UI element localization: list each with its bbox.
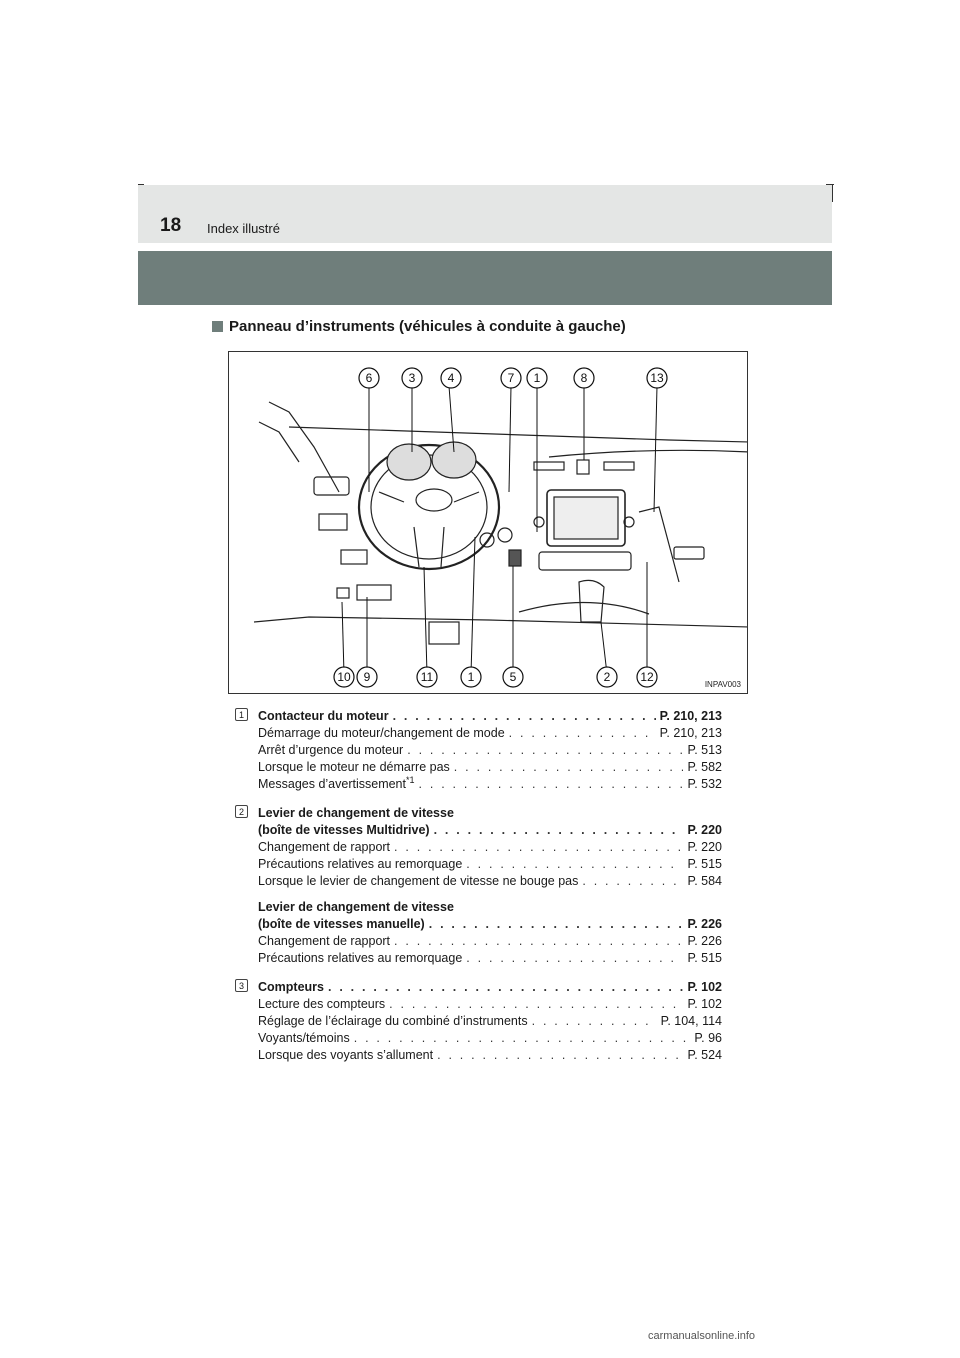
entry-item[interactable] (258, 996, 722, 1013)
leader-dots (394, 933, 683, 950)
item-label: Démarrage du moteur/changement de mode (258, 726, 505, 740)
entry-heading-line[interactable] (258, 822, 722, 839)
lower-switch (341, 550, 367, 564)
entry-heading-line1 (258, 899, 722, 916)
entry-heading: Levier de changement de vitesse (258, 900, 454, 914)
page-ref[interactable]: P. 584 (687, 874, 722, 888)
leader-dots (437, 1047, 683, 1064)
entry-heading: Levier de changement de vitesse (258, 806, 454, 820)
callout-top-6: 8 (580, 371, 588, 385)
entry-item[interactable] (258, 856, 722, 873)
leader-dots (407, 742, 683, 759)
left-knob (534, 517, 544, 527)
item-label: Précautions relatives au remorquage (258, 857, 463, 871)
entry-heading: (boîte de vitesses Multidrive) (258, 823, 430, 837)
page-ref[interactable]: P. 210, 213 (659, 726, 722, 740)
crop-mark (832, 184, 833, 202)
page-ref[interactable]: P. 515 (687, 857, 722, 871)
hood-release (337, 588, 349, 598)
dashboard-illustration (228, 351, 748, 694)
entry-heading: (boîte de vitesses manuelle) (258, 917, 425, 931)
a-pillar-line (269, 402, 339, 492)
entry-item[interactable] (258, 1047, 722, 1064)
entry-marker: 3 (235, 979, 248, 992)
callout-bottom-4: 1 (467, 670, 475, 684)
wheel-lower-spoke (414, 527, 444, 567)
callout-bottom-3: 11 (420, 670, 434, 684)
callout-top-7: 13 (650, 371, 664, 385)
right-trim (639, 507, 679, 582)
item-label: Lorsque des voyants s’allument (258, 1048, 434, 1062)
dashboard-drawing (229, 352, 748, 694)
page-ref[interactable]: P. 96 (694, 1031, 722, 1045)
leader-dots (454, 759, 684, 776)
index-entry (238, 979, 722, 1064)
entry-item[interactable] (258, 1013, 722, 1030)
entry-item[interactable] (258, 950, 722, 967)
callout-top-1: 6 (365, 371, 373, 385)
tachometer (387, 444, 431, 480)
footnote-marker: *1 (405, 774, 415, 785)
leader-dots (532, 1013, 657, 1030)
page-number: 18 (160, 215, 182, 236)
leader-dots (354, 1030, 691, 1047)
screen (554, 497, 618, 539)
callout-top-5: 1 (533, 371, 541, 385)
pedal-area (429, 622, 459, 644)
page-ref[interactable]: P. 513 (687, 743, 722, 757)
figure-code: INPAV003 (704, 680, 741, 689)
glovebox-handle (674, 547, 704, 559)
leader-dots (393, 708, 656, 725)
leader-dots (394, 839, 683, 856)
callout-top-2: 3 (408, 371, 416, 385)
left-switch-panel (319, 514, 347, 530)
item-label: Précautions relatives au remorquage (258, 951, 463, 965)
page-ref[interactable]: P. 226 (687, 934, 722, 948)
entry-heading: Compteurs (258, 980, 324, 994)
item-label: Voyants/témoins (258, 1031, 350, 1045)
page-ref[interactable]: P. 104, 114 (660, 1014, 722, 1028)
leader-dots (509, 725, 656, 742)
start-button (509, 550, 521, 566)
page-ref[interactable]: P. 102 (687, 980, 722, 994)
a-pillar-inner (259, 422, 299, 462)
section-heading-text: Panneau d’instruments (véhicules à conduite à gauche) (229, 318, 626, 335)
item-label: Changement de rapport (258, 934, 391, 948)
center-vent-right (604, 462, 634, 470)
entry-item[interactable] (258, 742, 722, 759)
callout-bottom-6: 2 (603, 670, 611, 684)
item-label: Messages d’avertissement$^{*1}$ (258, 774, 415, 791)
leader-dots (582, 873, 683, 890)
engine-button (480, 533, 494, 547)
item-label: Lecture des compteurs (258, 997, 386, 1011)
crop-mark (138, 184, 144, 185)
index-entries (238, 708, 722, 1074)
hazard-switch (577, 460, 589, 474)
page-ref[interactable]: P. 515 (687, 951, 722, 965)
page-ref[interactable]: P. 226 (687, 917, 722, 931)
leader-dots (434, 822, 684, 839)
lower-left-switches (357, 585, 391, 600)
page-ref[interactable]: P. 102 (687, 997, 722, 1011)
callout-bottom-5: 5 (509, 670, 517, 684)
entry-sub-block (258, 899, 722, 967)
climate-panel (539, 552, 631, 570)
dash-top-line (289, 427, 748, 442)
entry-item[interactable] (258, 1030, 722, 1047)
ignition (498, 528, 512, 542)
entry-item[interactable] (258, 725, 722, 742)
lower-dash-line (254, 617, 748, 627)
item-label: Réglage de l’éclairage du combiné d’instruments (258, 1014, 528, 1028)
entry-item[interactable] (258, 776, 722, 793)
page-ref[interactable]: P. 532 (687, 777, 722, 791)
leader-dots (389, 996, 683, 1013)
callout-bottom-2: 9 (363, 670, 371, 684)
center-vent-left (534, 462, 564, 470)
page-ref[interactable]: P. 582 (687, 760, 722, 774)
entry-marker: 2 (235, 805, 248, 818)
page-ref[interactable]: P. 210, 213 (659, 709, 722, 723)
section-band (138, 251, 832, 305)
footer-watermark: carmanualsonline.info (648, 1330, 756, 1342)
item-label: Arrêt d’urgence du moteur (258, 743, 404, 757)
item-label: Lorsque le levier de changement de vitesse ne bouge pas (258, 874, 579, 888)
entry-heading-line[interactable] (258, 708, 722, 725)
header-title: Index illustré (207, 221, 280, 236)
page-ref[interactable]: P. 220 (687, 823, 722, 837)
section-heading (212, 318, 626, 335)
item-label: Lorsque le moteur ne démarre pas (258, 760, 450, 774)
callout-top-4: 7 (507, 371, 515, 385)
index-entry (238, 708, 722, 793)
entry-heading-line1 (258, 805, 722, 822)
steering-emblem (416, 489, 452, 511)
item-label: Changement de rapport (258, 840, 391, 854)
leader-dots (466, 950, 683, 967)
console-edge (519, 602, 649, 614)
leader-dots (429, 916, 684, 933)
entry-heading-line[interactable] (258, 979, 722, 996)
entry-item[interactable] (258, 873, 722, 890)
dash-crest (549, 450, 748, 457)
leader-dots (328, 979, 683, 996)
callout-top-3: 4 (447, 371, 455, 385)
entry-item[interactable] (258, 759, 722, 776)
leader-dots (466, 856, 683, 873)
index-entry (238, 805, 722, 967)
callout-bottom-7: 12 (640, 670, 654, 684)
entry-item[interactable] (258, 839, 722, 856)
entry-heading: Contacteur du moteur (258, 709, 389, 723)
page-ref[interactable]: P. 220 (687, 840, 722, 854)
entry-marker: 1 (235, 708, 248, 721)
callout-bottom-1: 10 (337, 670, 351, 684)
entry-heading-line[interactable] (258, 916, 722, 933)
leader-dots (419, 776, 684, 793)
page-ref[interactable]: P. 524 (687, 1048, 722, 1062)
heading-square-icon (212, 321, 223, 332)
shift-lever (579, 580, 604, 622)
entry-item[interactable] (258, 933, 722, 950)
